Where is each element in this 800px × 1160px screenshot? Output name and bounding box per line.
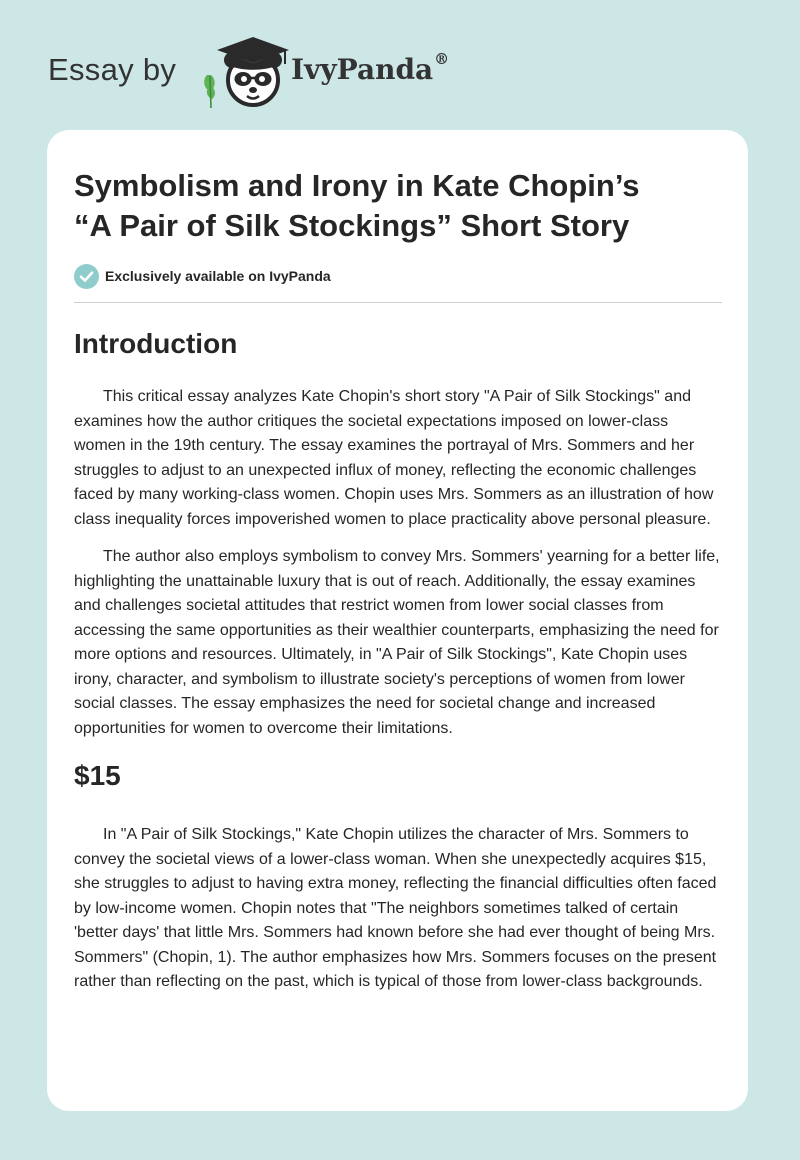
section-heading: Introduction [74, 328, 238, 359]
panda-graduate-logo-icon [201, 34, 291, 112]
paragraph: In "A Pair of Silk Stockings," Kate Chopin utilizes the character of Mrs. Sommers to convey the societal views of a lower-class woman. When she unexpectedly acquires $15, she struggles to adjust to having extra money, reflecting the financial difficulties often faced by low-income women. Chopin notes that "The neighbors sometimes talked of certain 'better days' that little Mrs. Sommers had known before she had ever thought of being Mrs. Sommers" (Chopin, 1). The author emphasizes how Mrs. Sommers focuses on the present rather than reflecting on the past, which is typical of those from lower-class backgrounds. [74, 826, 717, 990]
paragraph: The author also employs symbolism to convey Mrs. Sommers' yearning for a better life, highlighting the unattainable luxury that is out of reach. Additionally, the essay examines and challenges societal attitudes that restrict women from lower social classes from accessing the same opportunities as their wealthier counterparts, emphasizing the need for more options and resources. Ultimately, in "A Pair of Silk Stockings", Kate Chopin uses irony, character, and symbolism to illustrate society's perceptions of women from lower social classes. The essay emphasizes the need for societal change and increased opportunities for women to overcome their limitations. [74, 548, 720, 737]
title-divider [74, 302, 722, 303]
section-fifteen-dollars [74, 759, 722, 995]
ivy-leaf-icon [204, 75, 215, 108]
essay-card [47, 130, 748, 1111]
check-circle-icon [74, 264, 99, 289]
paragraph: This critical essay analyzes Kate Chopin's short story "A Pair of Silk Stockings" and examines how the author critiques the societal expectations imposed on lower-class women in the 19th century. The essay examines the portrayal of Mrs. Sommers and her struggles to adjust to an unexpected influx of money, reflecting the economic challenges faced by many working-class women. Chopin uses Mrs. Sommers as an illustration of how class inequality forces impoverished women to place practicality above personal pleasure. [74, 388, 714, 528]
site-header [48, 30, 488, 110]
brand-name: IvyPanda® [291, 50, 450, 86]
section-introduction [74, 327, 722, 741]
essay-by-label: Essay by [48, 52, 177, 87]
section-heading: $15 [74, 760, 121, 791]
essay-title [74, 166, 722, 246]
exclusive-badge [74, 263, 722, 289]
exclusive-label: Exclusively available on IvyPanda [105, 268, 331, 284]
title-line-1: Symbolism and Irony in Kate Chopin’s [74, 168, 640, 203]
registered-mark: ® [434, 50, 450, 68]
ivypanda-logo[interactable] [201, 34, 291, 112]
title-line-2: “A Pair of Silk Stockings” Short Story [74, 208, 630, 243]
